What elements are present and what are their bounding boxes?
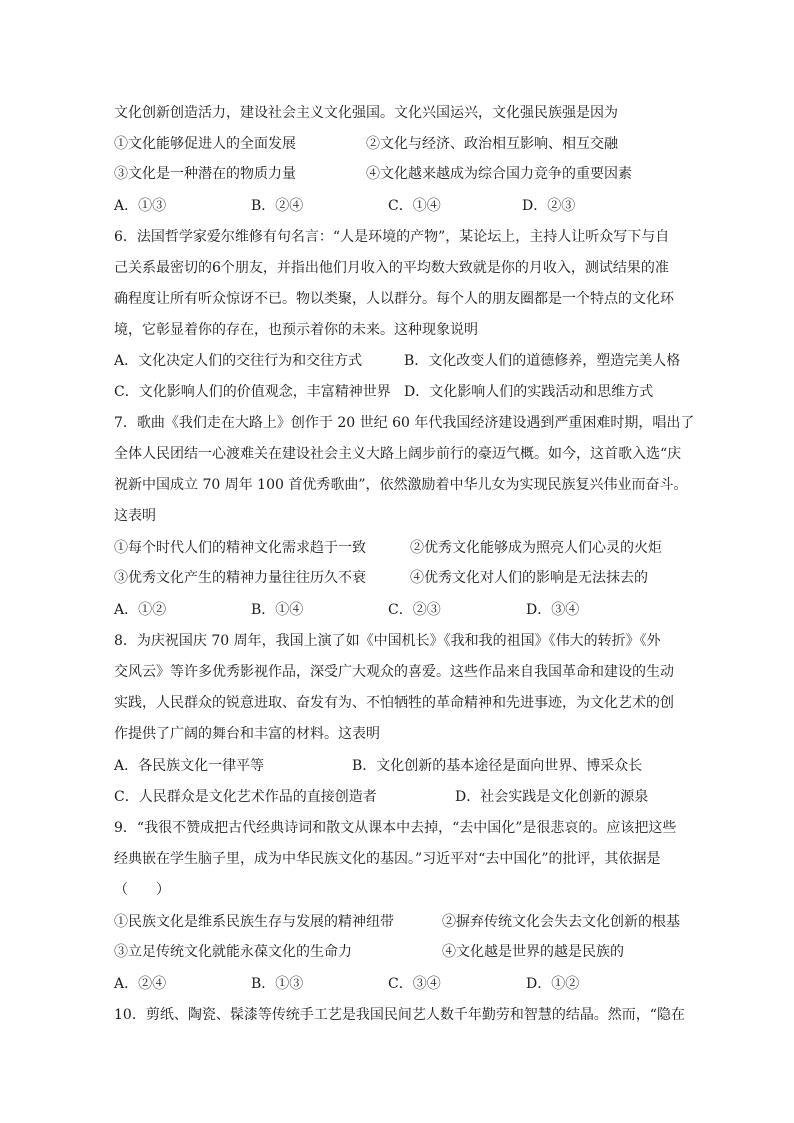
answer-c: C．③④ bbox=[388, 976, 441, 992]
answer-a: A．各民族文化一律平等 bbox=[114, 758, 265, 774]
option: ②优秀文化能够成为照亮人们心灵的火炬 bbox=[410, 540, 662, 556]
options-row bbox=[114, 538, 714, 558]
options-row bbox=[114, 787, 714, 807]
answer-c: C．人民群众是文化艺术作品的直接创造者 bbox=[114, 789, 377, 805]
question-10: 10．剪纸、陶瓷、髹漆等传统手工艺是我国民间艺人数千年勤劳和智慧的结晶。然而，“隐在 bbox=[114, 1007, 685, 1023]
option: ③立足传统文化就能永葆文化的生命力 bbox=[114, 944, 352, 960]
options-row bbox=[114, 382, 714, 402]
text-line: 全体人民团结一心渡难关在建设社会主义大路上阔步前行的豪迈气概。如今，这首歌入选“庆 bbox=[114, 446, 682, 462]
question-6: 6．法国哲学家爱尔维修有句名言：“人是环境的产物”，某论坛上，主持人让听众写下与自 bbox=[114, 229, 670, 245]
option: ①每个时代人们的精神文化需求趋于一致 bbox=[114, 540, 366, 556]
answer-c: C．②③ bbox=[388, 602, 441, 618]
question-8: 8．为庆祝国庆 70 周年，我国上演了如《中国机长》《我和我的祖国》《伟大的转折》《外 bbox=[114, 633, 661, 649]
answer-c: C．①④ bbox=[388, 198, 441, 214]
option: ④优秀文化对人们的影响是无法抹去的 bbox=[410, 570, 648, 586]
options-row bbox=[114, 756, 714, 776]
text-line: 境，它彰显着你的存在，也预示着你的未来。这种现象说明 bbox=[114, 322, 478, 338]
answer-d: D．文化影响人们的实践活动和思维方式 bbox=[404, 384, 654, 400]
option: ①民族文化是维系民族生存与发展的精神纽带 bbox=[114, 914, 394, 930]
answer-a: A．①③ bbox=[114, 198, 167, 214]
text-line: 实践，人民群众的锐意进取、奋发有为、不怕牺牲的革命精神和先进事迹，为文化艺术的创 bbox=[114, 695, 674, 711]
answer-a: A．文化决定人们的交往行为和交往方式 bbox=[114, 353, 363, 369]
text-line: 经典嵌在学生脑子里，成为中华民族文化的基因。”习近平对“去中国化”的批评，其依据是 bbox=[114, 851, 661, 867]
answer-b: B．②④ bbox=[251, 198, 304, 214]
option: ④文化越来越成为综合国力竞争的重要因素 bbox=[366, 166, 632, 182]
option: ③文化是一种潜在的物质力量 bbox=[114, 166, 296, 182]
answer-b: B．①③ bbox=[251, 976, 304, 992]
option: ①文化能够促进人的全面发展 bbox=[114, 136, 296, 152]
answer-a: A．②④ bbox=[114, 976, 167, 992]
text-line: 文化创新创造活力，建设社会主义文化强国。文化兴国运兴，文化强民族强是因为 bbox=[114, 105, 618, 121]
answer-b: B．文化改变人们的道德修养，塑造完美人格 bbox=[404, 353, 681, 369]
answer-a: A．①② bbox=[114, 602, 167, 618]
text-line: 确程度让所有听众惊讶不已。物以类聚，人以群分。每个人的朋友圈都是一个特点的文化环 bbox=[114, 291, 674, 307]
options-row bbox=[114, 134, 714, 154]
answer-d: D．社会实践是文化创新的源泉 bbox=[455, 789, 649, 805]
answer-b: B．文化创新的基本途径是面向世界、博采众长 bbox=[352, 758, 643, 774]
options-row bbox=[114, 568, 714, 588]
answer-b: B．①④ bbox=[251, 602, 304, 618]
option: ②文化与经济、政治相互影响、相互交融 bbox=[366, 136, 618, 152]
question-7: 7．歌曲《我们走在大路上》创作于 20 世纪 60 年代我国经济建设遇到严重困难时期，唱出了 bbox=[114, 415, 695, 431]
options-row bbox=[114, 942, 714, 962]
option: ②摒弃传统文化会失去文化创新的根基 bbox=[442, 914, 680, 930]
answer-blank: （ ） bbox=[114, 882, 170, 898]
options-row bbox=[114, 912, 714, 932]
option: ④文化越是世界的越是民族的 bbox=[442, 944, 624, 960]
answer-c: C．文化影响人们的价值观念，丰富精神世界 bbox=[114, 384, 391, 400]
answer-d: D．③④ bbox=[526, 602, 580, 618]
question-9: 9．“我很不赞成把古代经典诗词和散文从课本中去掉，“去中国化”是很悲哀的。应该把这些 bbox=[114, 820, 677, 836]
options-row bbox=[114, 164, 714, 184]
answer-row bbox=[114, 974, 714, 994]
answer-d: D．①② bbox=[526, 976, 580, 992]
answer-row bbox=[114, 196, 714, 216]
text-line: 祝新中国成立 70 周年 100 首优秀歌曲”，依然激励着中华儿女为实现民族复兴伟业而奋斗。 bbox=[114, 477, 688, 493]
text-line: 作提供了广阔的舞台和丰富的材料。这表明 bbox=[114, 726, 380, 742]
options-row bbox=[114, 351, 714, 371]
text-line: 交风云》等许多优秀影视作品，深受广大观众的喜爱。这些作品来自我国革命和建设的生动 bbox=[114, 664, 674, 680]
answer-row bbox=[114, 600, 714, 620]
option: ③优秀文化产生的精神力量往往历久不衰 bbox=[114, 570, 366, 586]
text-line: 这表明 bbox=[114, 508, 156, 524]
answer-d: D．②③ bbox=[522, 198, 576, 214]
text-line: 己关系最密切的6个朋友，并指出他们月收入的平均数大致就是你的月收入，测试结果的准 bbox=[114, 260, 669, 276]
